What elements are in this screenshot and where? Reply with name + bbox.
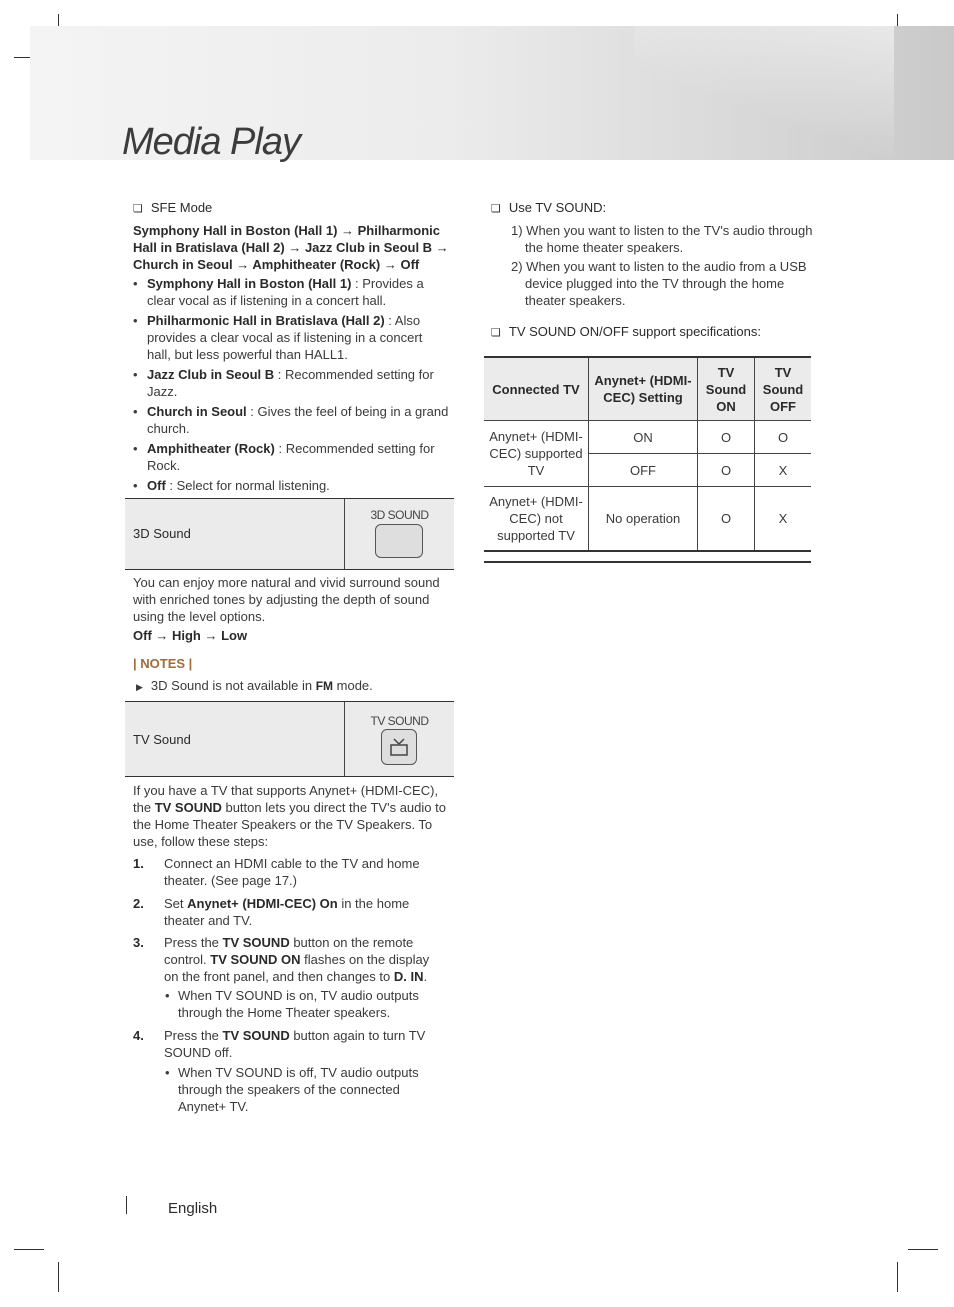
step-number: 2. [133,896,144,911]
sfe-item-term: Church in Seoul [147,404,247,419]
table-cell: OFF [589,454,698,487]
sfe-list [133,275,449,497]
footer-bar [126,1196,127,1214]
tvsound-step-1 [133,855,433,889]
table-header: TV Sound ON [698,357,755,421]
sound3d-box [125,498,454,570]
list-item [165,1064,433,1115]
bullet-icon: • [165,988,170,1003]
heading-text: Use TV SOUND: [508,200,607,215]
tvsound-box [125,701,454,777]
list-item [133,366,449,400]
step-text-part: Press the [164,1028,223,1043]
sfe-item-term: Philharmonic Hall in Bratislava (Hall 2) [147,313,385,328]
use-tv-sound-item-2: 2) When you want to listen to the audio from a USB device plugged into the TV through the home theater speakers. [511,259,807,308]
step-number: 1. [133,856,144,871]
crop-mark [897,1262,898,1292]
sound3d-remote-button-icon [375,524,423,558]
checkbox-icon: ❏ [491,203,501,215]
tvsound-step-2 [133,895,433,929]
list-item [133,312,449,363]
table-row [484,421,811,454]
sfe-item-desc: : Gives the feel of being in a grand church. [147,404,449,436]
table-header: Connected TV [484,357,589,421]
sound3d-description: You can enjoy more natural and vivid surround sound with enriched tones by adjusting the depth of sound using the level options. [133,575,440,624]
sfe-item-term: Off [147,478,166,493]
sound3d-sequence: Off → High → Low [133,628,248,643]
step-bold: D. IN [393,969,424,984]
table-cell: Anynet+ (HDMI-CEC) supported TV [484,421,589,487]
page-title: Media Play [122,121,300,163]
sfe-item-term: Symphony Hall in Boston (Hall 1) [147,276,352,291]
table-cell: O [698,454,755,487]
bullet-icon: • [133,367,138,382]
sfe-item-desc: : Provides a clear vocal as if listening in a concert hall. [147,276,424,308]
step-sub-text: When TV SOUND is on, TV audio outputs through the Home Theater speakers. [178,988,419,1020]
sfe-item-desc: : Also provides a clear vocal as if listening in a concert hall, but less powerful than HALL1. [147,313,423,362]
crop-mark [58,1262,59,1292]
table-header: Anynet+ (HDMI-CEC) Setting [589,357,698,421]
sfe-item-desc: : Recommended setting for Jazz. [147,367,434,399]
bullet-icon: • [133,313,138,328]
use-tv-sound-item-1: 1) When you want to listen to the TV's audio through the home theater speakers. [511,223,813,255]
triangle-bullet-icon: ▶ [136,682,143,692]
step-text-part: . [423,969,428,984]
list-item [133,275,449,309]
step-text [164,895,433,929]
tvsound-remote-button [381,729,417,765]
step-number: 3. [133,935,144,950]
intro-text: button lets you direct the TV's audio to the Home Theater Speakers or the TV Speakers. To use, follow these steps: [133,800,446,849]
list-item [133,440,449,474]
step-text-part: flashes on the display on the front panel, and then changes to [164,952,430,984]
note-text: 3D Sound is not available in [150,678,316,693]
step-text-part: Set [164,896,188,911]
crop-mark [14,1249,44,1250]
table-cell: X [755,454,812,487]
sfe-heading [133,199,212,218]
table-bottom-rule [484,561,811,563]
step-text-part: button again to turn TV SOUND off. [164,1028,426,1060]
table-header: TV Sound OFF [755,357,812,421]
table-cell: X [755,487,812,551]
step-bold: Anynet+ (HDMI-CEC) On [187,896,338,911]
spec-heading [491,323,761,342]
sound3d-label: 3D Sound [133,526,191,541]
table-row [484,487,811,551]
step-number: 4. [133,1028,144,1043]
step-text-part: Press the [164,935,223,950]
bullet-icon: • [133,441,138,456]
bullet-icon: • [133,276,138,291]
step-text: Connect an HDMI cable to the TV and home theater. (See page 17.) [164,856,420,888]
spec-table [484,356,811,552]
bullet-icon: • [133,478,138,493]
step-bold: TV SOUND [222,1028,290,1043]
step-bold: TV SOUND [222,935,290,950]
bullet-icon: • [133,404,138,419]
footer-language: English [168,1200,218,1217]
table-header-row [484,357,811,421]
tvsound-label: TV Sound [133,732,191,747]
table-cell: O [698,487,755,551]
table-cell: ON [589,421,698,454]
step-bold: TV SOUND ON [210,952,301,967]
notes-label: | NOTES | [133,656,193,671]
table-cell: Anynet+ (HDMI-CEC) not supported TV [484,487,589,551]
sfe-sequence: Symphony Hall in Boston (Hall 1) → Philharmonic Hall in Bratislava (Hall 2) → Jazz Club in Seoul B → Church in Seoul → Amphitheater (Rock) → Off [133,223,449,272]
step-text [164,1027,433,1061]
tvsound-intro [133,782,451,850]
table-cell: No operation [589,487,698,551]
note-text: mode. [333,678,373,693]
list-item [165,987,433,1021]
crop-mark [908,1249,938,1250]
bullet-icon: • [165,1065,170,1080]
tvsound-step-4 [133,1027,433,1115]
list-item [133,403,449,437]
list-item [133,477,449,494]
sfe-item-desc: : Select for normal listening. [165,478,330,493]
table-cell: O [698,421,755,454]
use-tv-sound-heading [491,199,606,218]
tv-icon [382,730,416,764]
step-text [164,934,433,985]
note-bold: FM [315,679,334,693]
step-sub-text: When TV SOUND is off, TV audio outputs through the speakers of the connected Anynet+ TV. [178,1065,419,1114]
intro-text: If you have a TV that supports Anynet+ (HDMI-CEC), the [133,783,439,815]
heading-text: TV SOUND ON/OFF support specifications: [508,324,761,339]
tvsound-button-caption: TV SOUND [370,714,429,728]
sfe-heading-text: SFE Mode [150,200,213,215]
sound3d-note [136,677,373,696]
sound3d-button-caption: 3D SOUND [370,508,429,522]
checkbox-icon: ❏ [491,327,501,339]
checkbox-icon: ❏ [133,203,143,215]
tvsound-step-3 [133,934,433,1021]
sfe-item-term: Jazz Club in Seoul B [147,367,275,382]
sfe-item-desc: : Recommended setting for Rock. [147,441,435,473]
table-cell: O [755,421,812,454]
step-text-part: in the home theater and TV. [164,896,410,928]
step-text-part: button on the remote control. [164,935,414,967]
intro-bold: TV SOUND [154,800,222,815]
sfe-item-term: Amphitheater (Rock) [147,441,275,456]
